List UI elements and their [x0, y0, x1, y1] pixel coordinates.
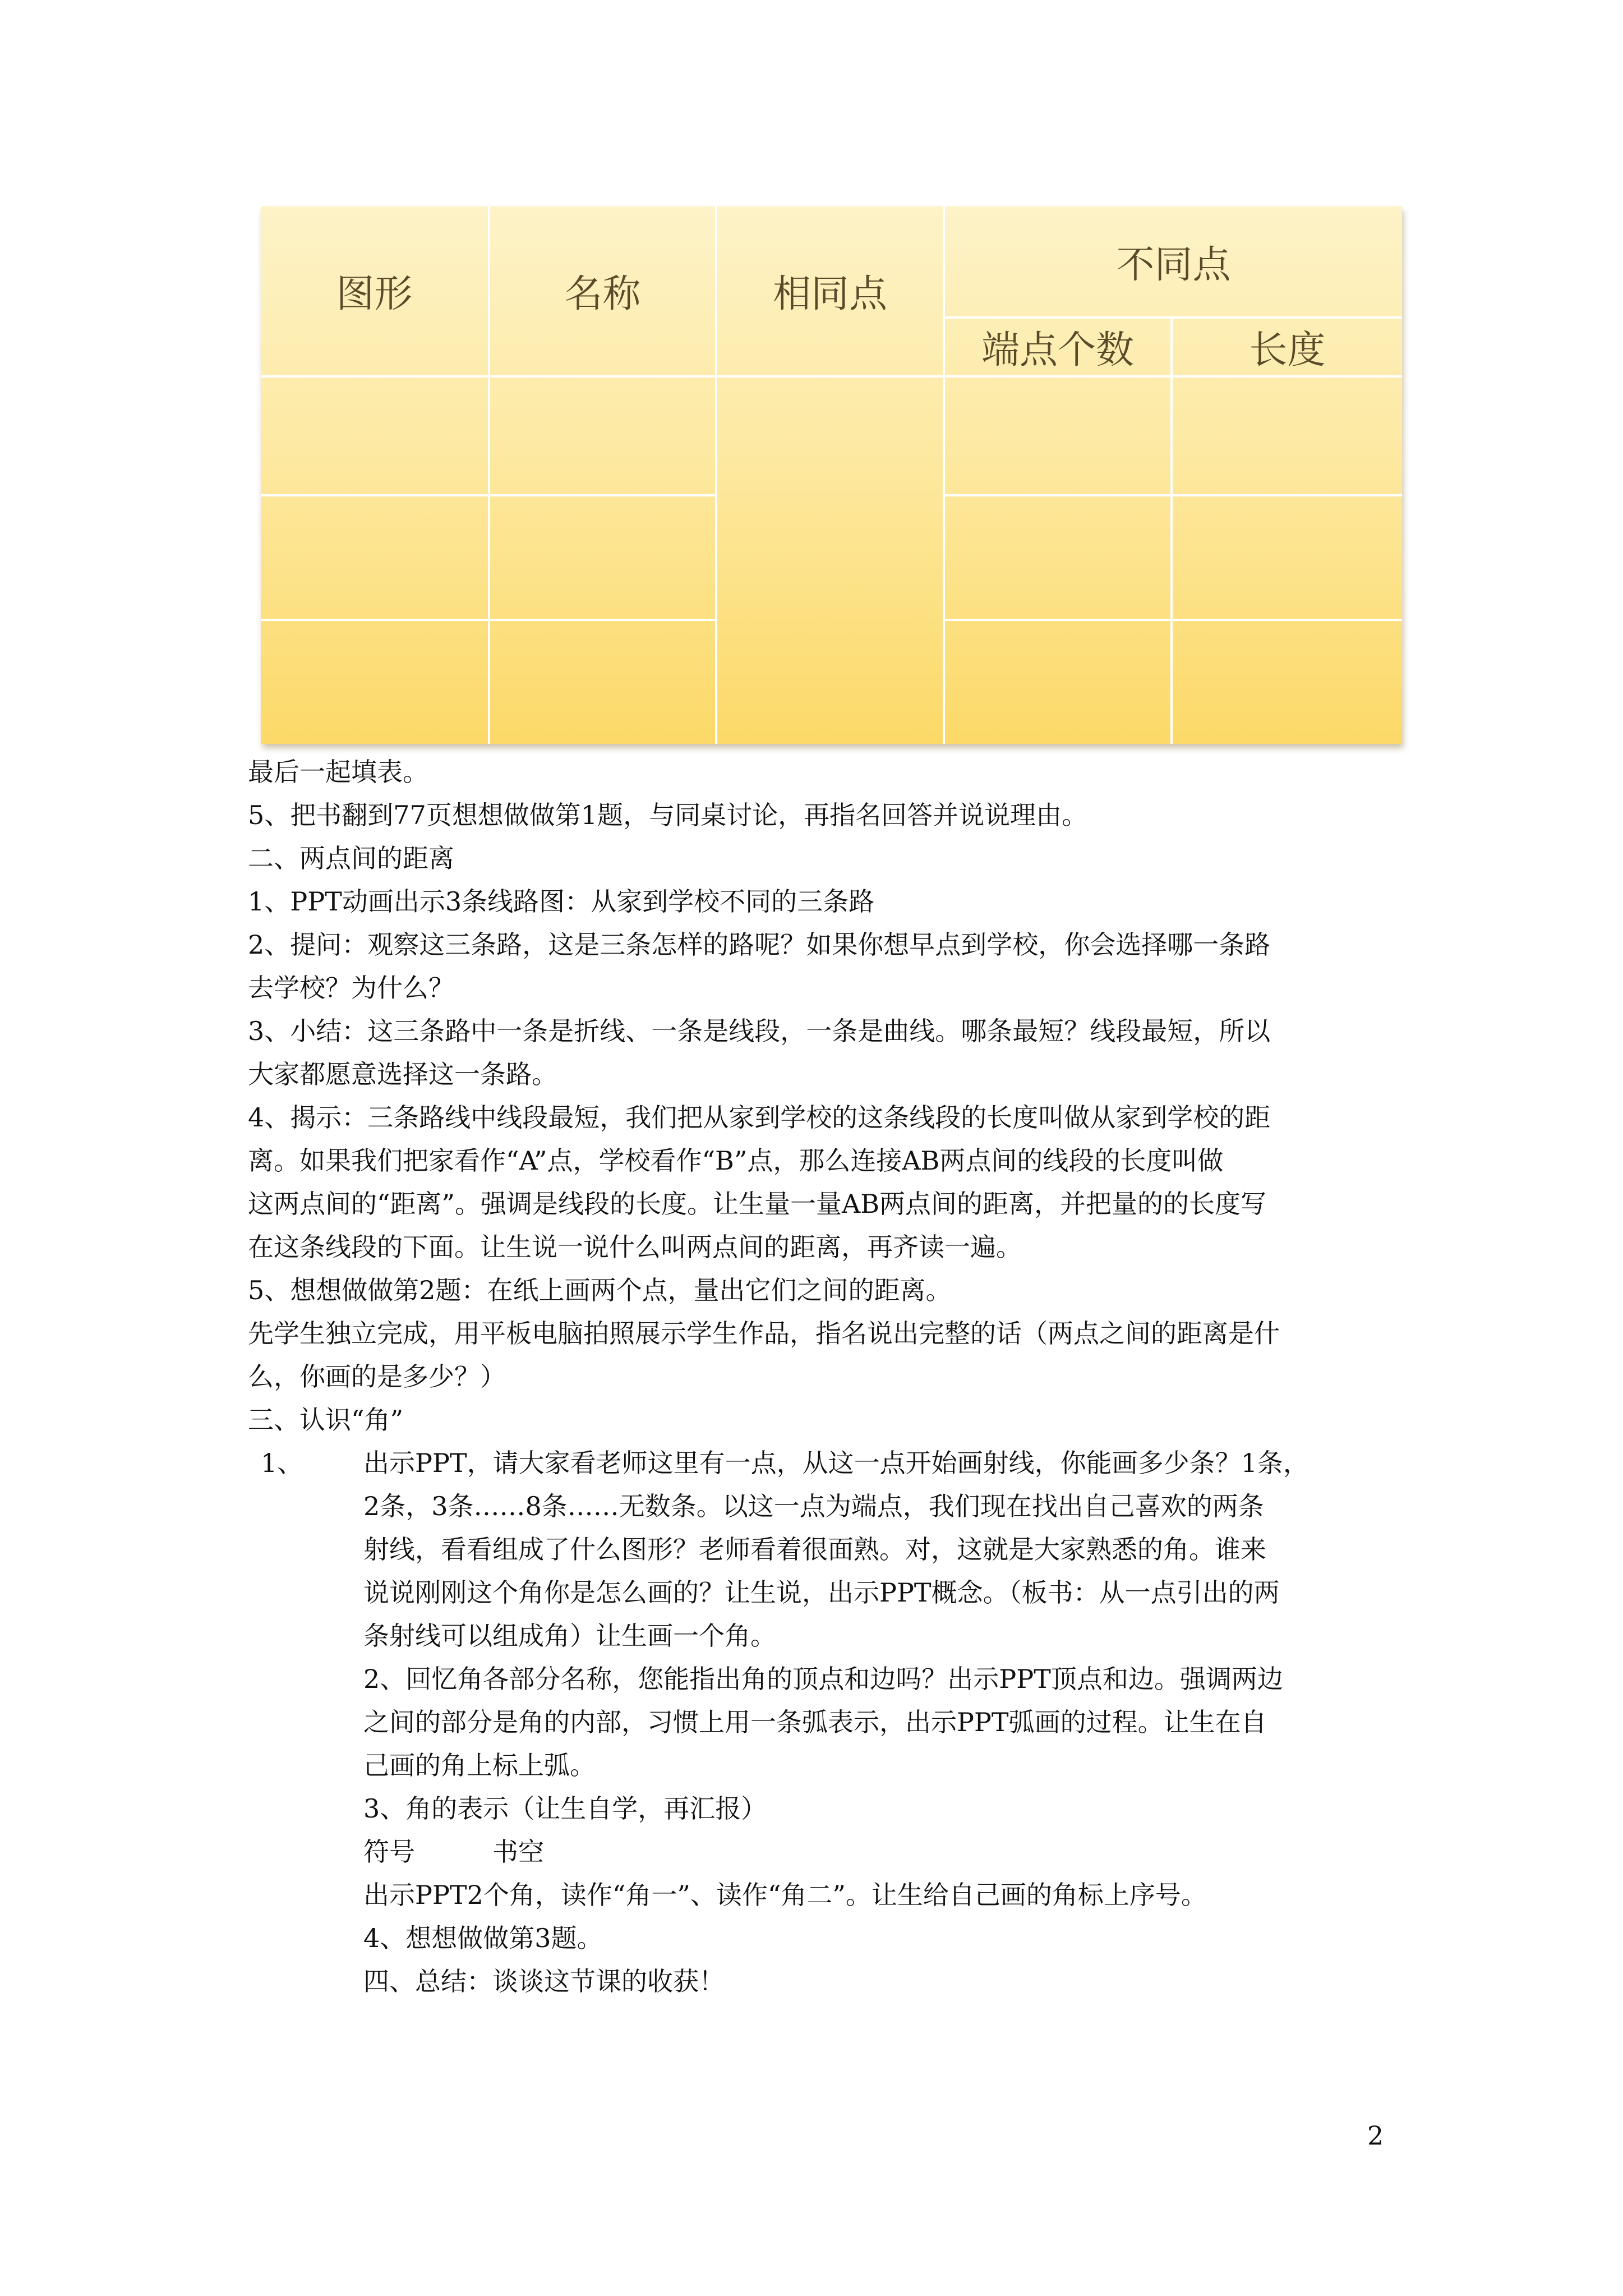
paragraph-line: 4、揭示：三条路线中线段最短，我们把从家到学校的这条线段的长度叫做从家到学校的距 — [248, 1102, 1271, 1133]
paragraph-line: 离。如果我们把家看作“A”点，学校看作“B”点，那么连接AB两点间的线段的长度叫做 — [248, 1145, 1224, 1176]
comparison-table — [261, 206, 1402, 744]
indented-line: 4、想想做做第3题。 — [363, 1923, 603, 1953]
indented-line: 出示PPT2个角，读作“角一”、读作“角二”。让生给自己画的角标上序号。 — [363, 1880, 1207, 1910]
header-name: 名称 — [564, 272, 641, 316]
paragraph-line: 这两点间的“距离”。强调是线段的长度。让生量一量AB两点间的距离，并把量的的长度写 — [248, 1189, 1267, 1219]
paragraph-line: 2、提问：观察这三条路，这是三条怎样的路呢？如果你想早点到学校，你会选择哪一条路 — [248, 930, 1271, 960]
list-number: 1、 — [261, 1448, 303, 1478]
paragraph-line: 5、把书翻到77页想想做做第1题，与同桌讨论，再指名回答并说说理由。 — [248, 800, 1088, 830]
header-endpoints: 端点个数 — [981, 328, 1134, 372]
indented-line: 之间的部分是角的内部，习惯上用一条弧表示，出示PPT弧画的过程。让生在自 — [363, 1707, 1267, 1737]
indented-line: 2条，3条……8条……无数条。以这一点为端点，我们现在找出自己喜欢的两条 — [363, 1491, 1264, 1521]
paragraph-line: 5、想想做做第2题：在纸上画两个点，量出它们之间的距离。 — [248, 1275, 952, 1305]
section-heading: 四、总结：谈谈这节课的收获！ — [363, 1966, 725, 1996]
header-length: 长度 — [1249, 328, 1326, 372]
indented-line: 3、角的表示（让生自学，再汇报） — [363, 1793, 767, 1824]
paragraph-line: 去学校？为什么？ — [248, 973, 454, 1003]
paragraph-line: 1、PPT动画出示3条线路图：从家到学校不同的三条路 — [248, 886, 875, 917]
indented-line: 射线，看看组成了什么图形？老师看着很面熟。对，这就是大家熟悉的角。谁来 — [363, 1534, 1266, 1565]
paragraph-line: 么，你画的是多少？） — [248, 1361, 506, 1392]
header-same: 相同点 — [772, 272, 887, 316]
indented-line: 己画的角上标上弧。 — [363, 1750, 596, 1780]
indented-line: 说说刚刚这个角你是怎么画的？让生说，出示PPT概念。（板书：从一点引出的两 — [363, 1577, 1280, 1608]
indented-line: 2、回忆角各部分名称，您能指出角的顶点和边吗？出示PPT顶点和边。强调两边 — [363, 1664, 1283, 1694]
paragraph-line: 最后一起填表。 — [248, 757, 428, 787]
header-diff: 不同点 — [1116, 242, 1231, 287]
paragraph-line: 先学生独立完成，用平板电脑拍照展示学生作品，指名说出完整的话（两点之间的距离是什 — [248, 1318, 1280, 1349]
section-heading: 三、认识“角” — [248, 1405, 404, 1435]
indented-line: 出示PPT，请大家看老师这里有一点，从这一点开始画射线，你能画多少条？1条， — [363, 1448, 1309, 1478]
indented-line: 符号 书空 — [363, 1837, 544, 1867]
header-figure: 图形 — [336, 272, 413, 316]
paragraph-line: 大家都愿意选择这一条路。 — [248, 1059, 557, 1089]
paragraph-line: 3、小结：这三条路中一条是折线、一条是线段，一条是曲线。哪条最短？线段最短，所以 — [248, 1016, 1271, 1046]
section-heading: 二、两点间的距离 — [248, 843, 454, 873]
indented-line: 条射线可以组成角）让生画一个角。 — [363, 1621, 776, 1651]
page-number: 2 — [1367, 2120, 1384, 2151]
paragraph-line: 在这条线段的下面。让生说一说什么叫两点间的距离，再齐读一遍。 — [248, 1232, 1022, 1262]
